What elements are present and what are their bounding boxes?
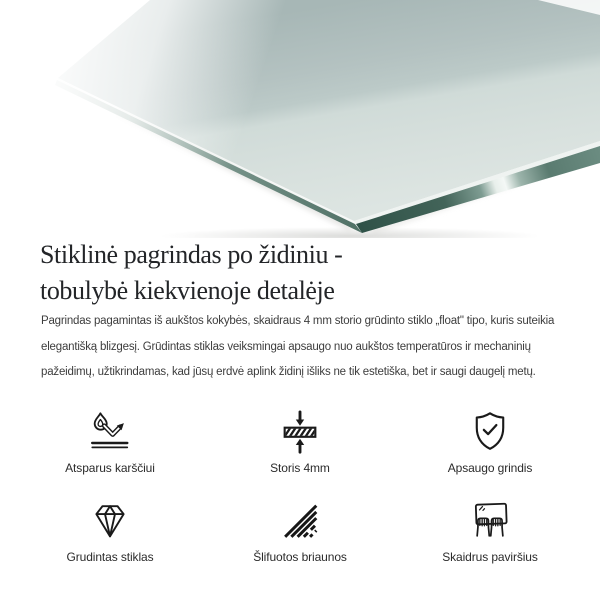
shield-check-icon	[467, 402, 513, 456]
page-title	[40, 237, 342, 309]
feature-clear-surface	[410, 491, 570, 564]
feature-label: Apsaugo grindis	[447, 461, 533, 475]
feature-polished-edges	[220, 491, 380, 564]
description-line-2: elegantišką blizgesį. Grūdintas stiklas veiksmingai apsaugo nuo aukštos temperatūros ir mechaninių	[41, 340, 531, 353]
feature-label: Grudintas stiklas	[66, 550, 154, 564]
feature-heat-resistant	[30, 402, 190, 475]
feature-label: Skaidrus paviršius	[442, 550, 538, 564]
feature-label: Šlifuotos briaunos	[253, 550, 347, 564]
page-title-line-2: tobulybė kiekvienoje detalėje	[40, 276, 335, 305]
page-title-line-1: Stiklinė pagrindas po židiniu -	[40, 240, 343, 269]
feature-label: Atsparus karščiui	[65, 461, 155, 475]
thickness-4mm-icon	[277, 402, 323, 456]
feature-grid	[30, 402, 570, 580]
description-line-1: Pagrindas pagamintas iš aukštos kokybės, skaidraus 4 mm storio grūdinto stiklo „float" tipo, kuris suteikia	[41, 315, 555, 327]
feature-thickness-4mm	[220, 402, 380, 475]
description-line-3: pažeidimų, užtikrindamas, kad jūsų erdvė aplink židinį išliks ne tik estetiška, bet ir saugi daugelį metų.	[41, 366, 536, 378]
glass-sheet-illustration	[0, 0, 600, 238]
clean-surface-icon	[467, 491, 513, 545]
polished-edges-icon	[277, 491, 323, 545]
feature-label: Storis 4mm	[270, 461, 330, 475]
glass-sheet-photo	[0, 0, 600, 238]
feature-protects-floor	[410, 402, 570, 475]
product-description	[41, 309, 554, 386]
diamond-icon	[87, 491, 133, 545]
feature-tempered-glass	[30, 491, 190, 564]
heat-resistant-icon	[87, 402, 133, 456]
